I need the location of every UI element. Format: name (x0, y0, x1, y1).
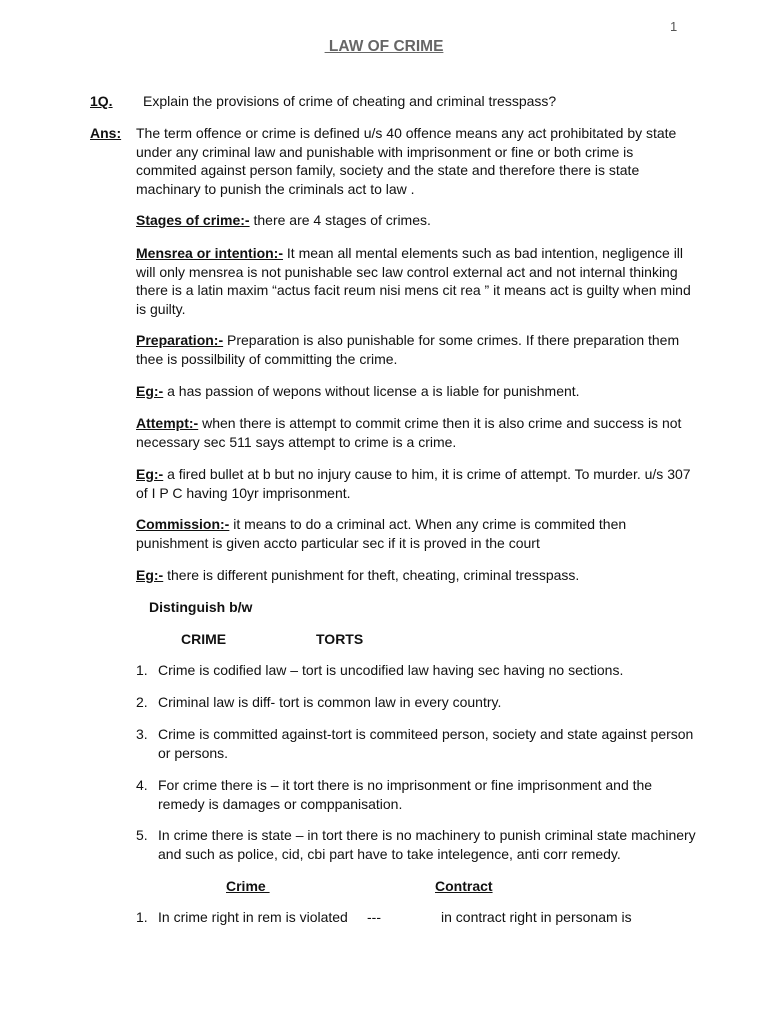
contract-col-contract: Contract (435, 878, 493, 894)
section-key: Eg:- (136, 567, 164, 583)
section-attempt (136, 414, 696, 451)
section-text: It mean all mental elements such as bad intention, negligence ill will only mensrea is not punishable sec law control external act and not internal thinking there is a latin maxim “actus facit reum nisi mens cit rea ” it means act is guilty when mind is guilty. (136, 245, 691, 317)
contract-item-left: In crime right in rem is violated (158, 909, 348, 925)
section-key: Mensrea or intention:- (136, 245, 284, 261)
section-example-2 (136, 465, 696, 502)
contract-item-separator: --- (367, 909, 381, 925)
section-mensrea (136, 244, 696, 318)
section-text: it means to do a criminal act. When any crime is commited then punishment is given accto particular sec if it is proved in the court (136, 516, 627, 551)
question-text: Explain the provisions of crime of cheating and criminal tresspass? (143, 93, 557, 109)
contract-item-number: 1. (136, 909, 148, 925)
answer-label: Ans: (90, 125, 122, 141)
contract-item-right: in contract right in personam is (441, 909, 632, 925)
list-item-text: Criminal law is diff- tort is common law in every country. (158, 694, 502, 710)
section-text: there are 4 stages of crimes. (249, 212, 431, 228)
list-item-text: In crime there is state – in tort there is no machinery to punish criminal state machinery and such as police, cid, cbi part have to take intelegence, anti corr remedy. (158, 827, 696, 862)
section-commission (136, 515, 696, 552)
section-text: there is different punishment for theft, cheating, criminal tresspass. (163, 567, 580, 583)
list-item-text: Crime is codified law – tort is uncodified law having sec having no sections. (158, 662, 624, 678)
section-text: a has passion of wepons without license a is liable for punishment. (163, 383, 580, 399)
list-item-number: 2. (136, 694, 148, 710)
distinguish-col-crime: CRIME (181, 631, 227, 647)
list-item-number: 4. (136, 777, 148, 793)
answer-intro: The term offence or crime is defined u/s 40 offence means any act prohibitated by state under any criminal law and punishable with imprisonment or fine or both crime is commited against person family, society and the state and therefore there is state machinary to punish the criminals act to law . (136, 125, 677, 197)
list-item-number: 1. (136, 662, 148, 678)
section-key: Attempt:- (136, 415, 199, 431)
section-text: a fired bullet at b but no injury cause to him, it is crime of attempt. To murder. u/s 307 of I P C having 10yr imprisonment. (136, 466, 691, 501)
distinguish-heading: Distinguish b/w (149, 599, 253, 615)
section-text: Preparation is also punishable for some crimes. If there preparation them thee is possilbility of committing the crime. (136, 332, 680, 367)
section-stages (136, 211, 696, 230)
contract-col-crime: Crime (226, 878, 270, 894)
page-title: LAW OF CRIME (324, 38, 444, 55)
section-key: Eg:- (136, 383, 164, 399)
section-key: Preparation:- (136, 332, 224, 348)
section-key: Eg:- (136, 466, 164, 482)
section-key: Commission:- (136, 516, 230, 532)
section-example-1 (136, 382, 696, 401)
list-item-number: 3. (136, 726, 148, 742)
section-text: when there is attempt to commit crime then it is also crime and success is not necessary sec 511 says attempt to crime is a crime. (136, 415, 682, 450)
section-example-3 (136, 566, 696, 585)
section-preparation (136, 331, 696, 368)
list-item-number: 5. (136, 827, 148, 843)
page-number: 1 (670, 19, 678, 34)
list-item-text: Crime is committed against-tort is commiteed person, society and state against person or persons. (158, 726, 694, 761)
list-item-text: For crime there is – it tort there is no imprisonment or fine imprisonment and the remedy is damages or comppanisation. (158, 777, 653, 812)
question-label: 1Q. (90, 93, 113, 109)
distinguish-col-torts: TORTS (316, 631, 364, 647)
section-key: Stages of crime:- (136, 212, 250, 228)
